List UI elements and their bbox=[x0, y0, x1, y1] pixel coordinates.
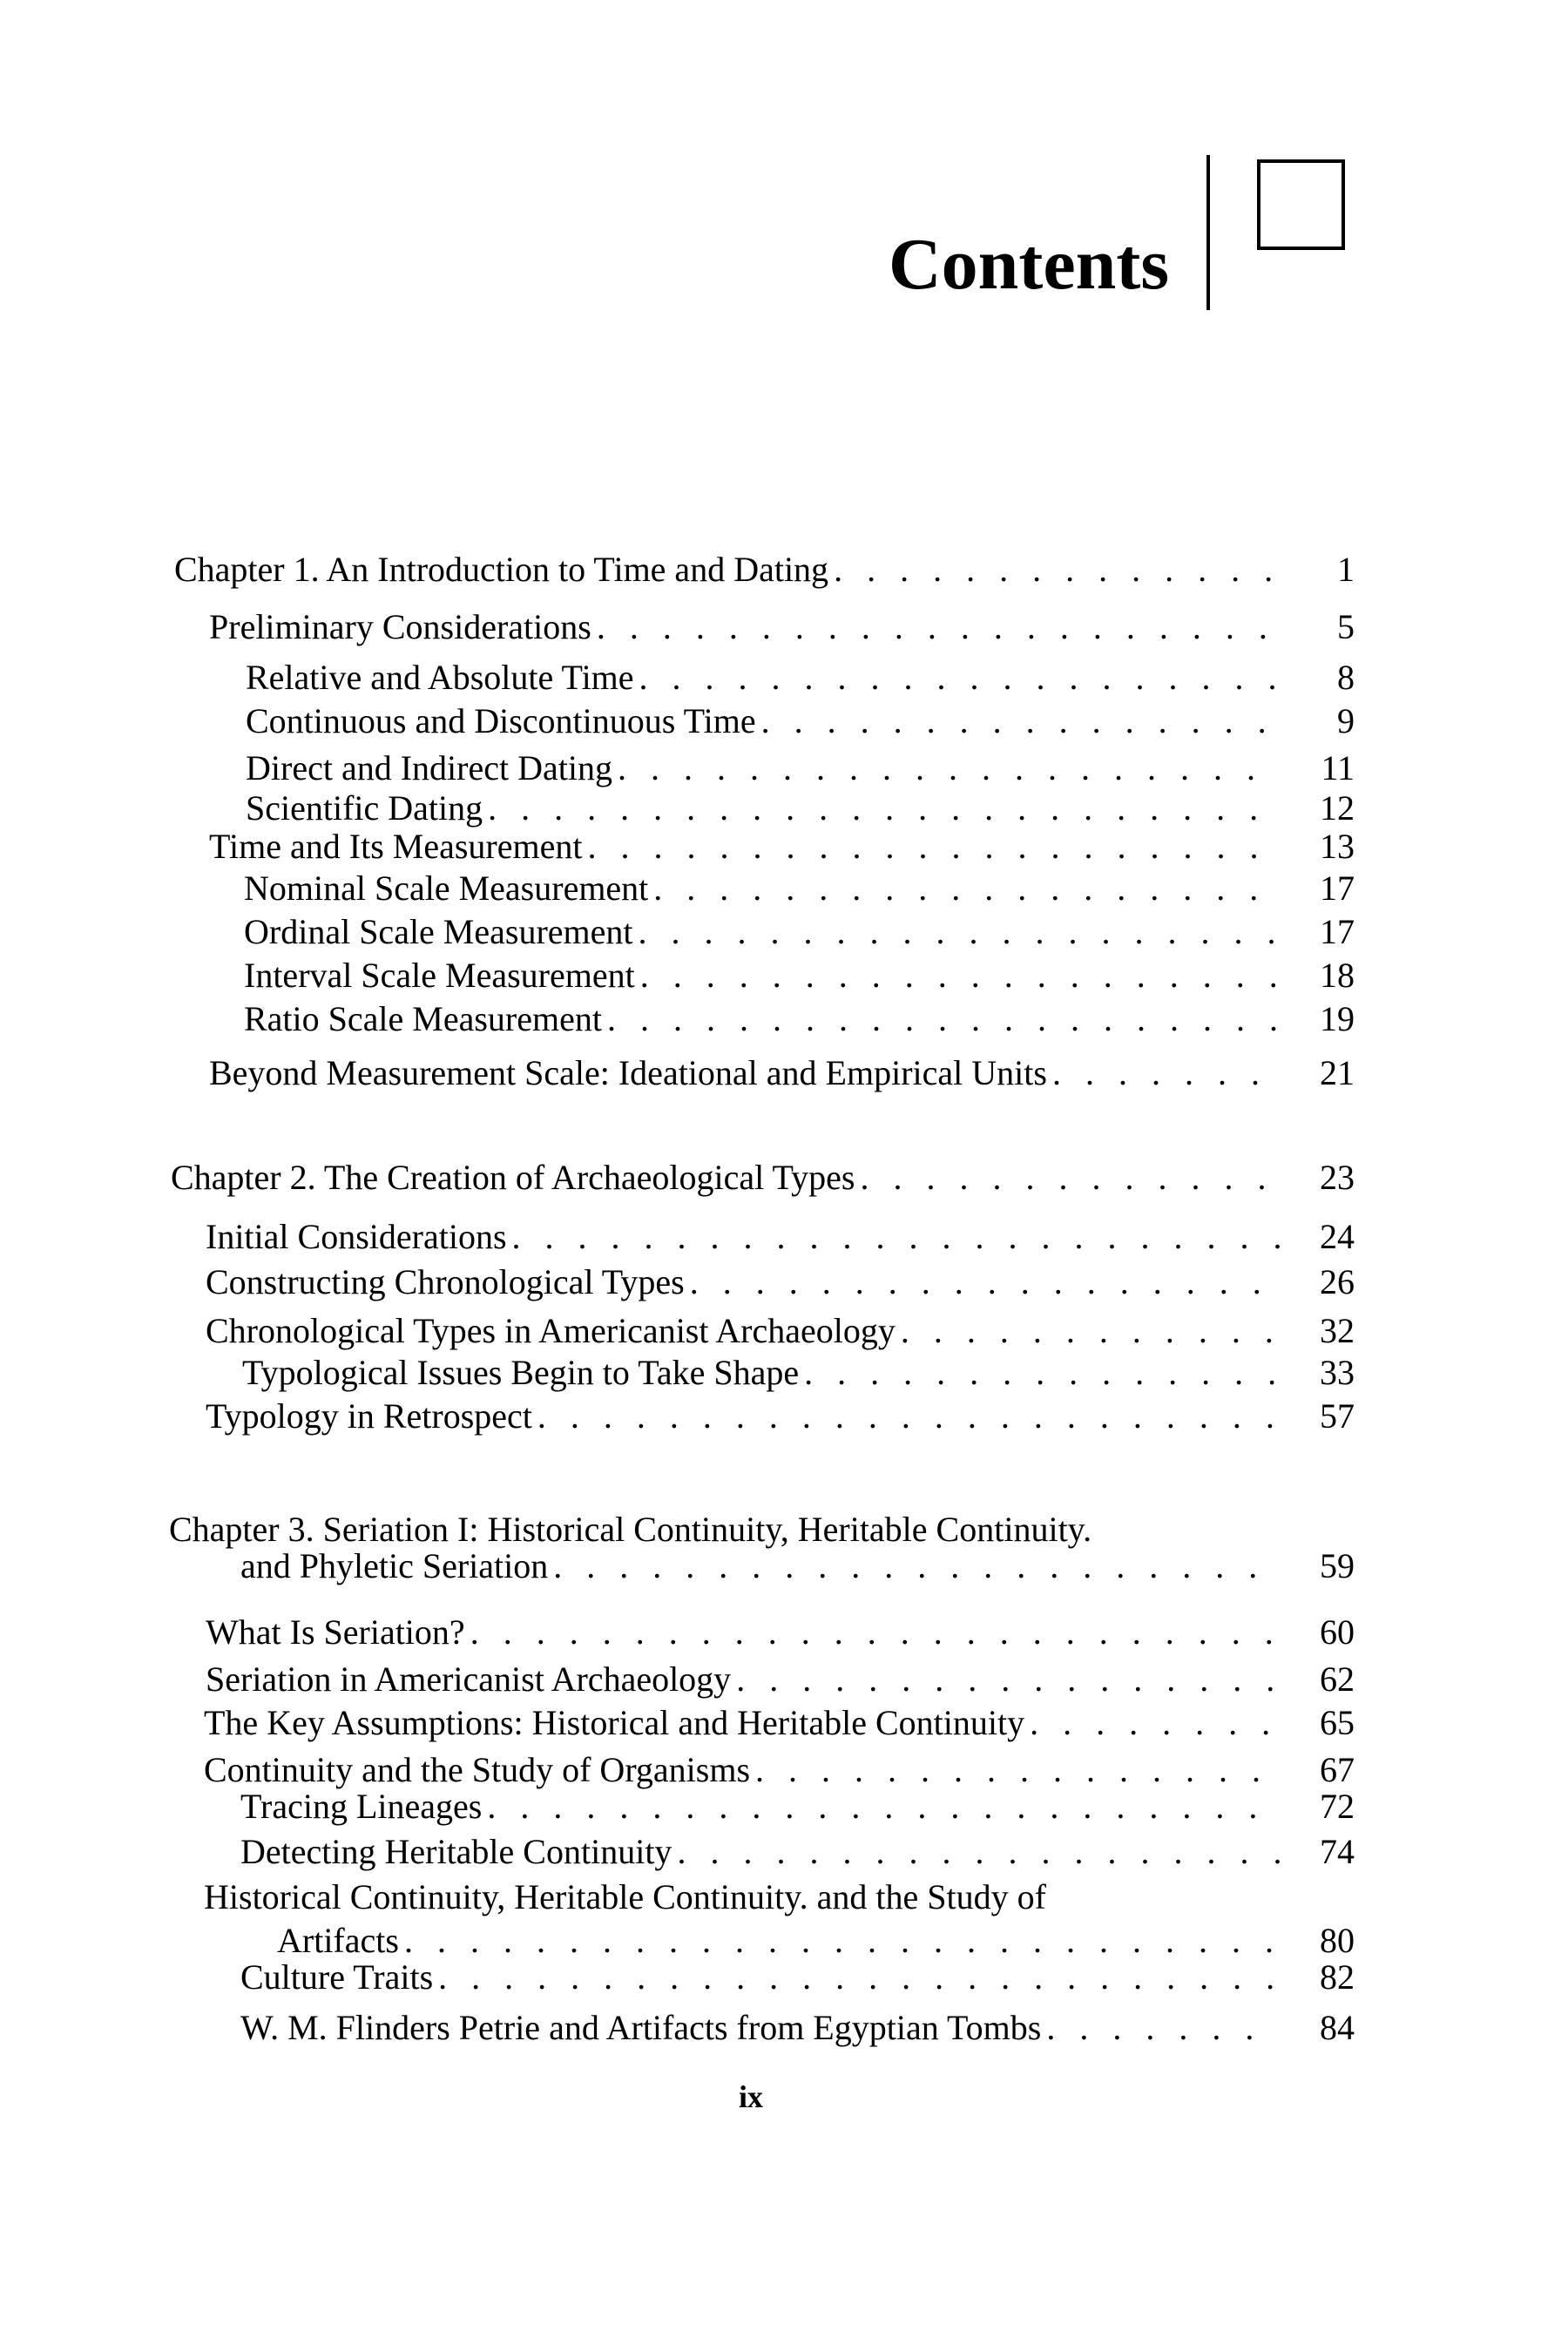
dot-leader bbox=[438, 1958, 1280, 1997]
toc-entry-label: and Phyletic Seriation bbox=[240, 1546, 549, 1585]
dot-leader bbox=[587, 828, 1280, 866]
toc-page-number: 17 bbox=[1320, 868, 1355, 908]
toc-entry-label: Typology in Retrospect bbox=[206, 1396, 532, 1436]
toc-entry bbox=[206, 1263, 1355, 1301]
toc-entry-label: Preliminary Considerations bbox=[209, 607, 591, 646]
toc-page-number: 5 bbox=[1337, 607, 1355, 646]
toc-entry bbox=[204, 1751, 1355, 1789]
dot-leader bbox=[487, 1788, 1280, 1826]
toc-chapter-3-heading-continued bbox=[240, 1547, 1355, 1585]
dot-leader bbox=[901, 1312, 1280, 1350]
toc-page-number: 12 bbox=[1320, 788, 1355, 828]
toc-entry-continued bbox=[277, 1922, 1355, 1960]
page-title: Contents bbox=[889, 224, 1170, 305]
toc-page-number: 9 bbox=[1337, 701, 1355, 740]
toc-entry-label: Chapter 2. The Creation of Archaeological Types bbox=[171, 1158, 855, 1197]
toc-page-number: 67 bbox=[1320, 1750, 1355, 1789]
toc-entry-label: Relative and Absolute Time bbox=[246, 658, 634, 697]
dot-leader bbox=[834, 551, 1280, 589]
toc-entry-label: Constructing Chronological Types bbox=[206, 1262, 685, 1301]
toc-entry-label: Artifacts bbox=[277, 1921, 399, 1960]
toc-page-number: 60 bbox=[1320, 1612, 1355, 1652]
toc-entry-label: Interval Scale Measurement bbox=[244, 956, 635, 995]
toc-page-number: 11 bbox=[1321, 748, 1355, 787]
dot-leader bbox=[690, 1263, 1280, 1301]
toc-entry-label: Continuity and the Study of Organisms bbox=[204, 1750, 751, 1789]
toc-entry-label: Scientific Dating bbox=[246, 788, 483, 828]
toc-page-number: 19 bbox=[1320, 999, 1355, 1038]
toc-entry-label: Detecting Heritable Continuity bbox=[240, 1832, 672, 1871]
toc-entry bbox=[206, 1218, 1355, 1256]
toc-entry-label: Time and Its Measurement bbox=[209, 827, 583, 866]
toc-page-number: 21 bbox=[1320, 1053, 1355, 1092]
toc-chapter-3-heading: Chapter 3. Seriation I: Historical Continuity, Heritable Continuity. bbox=[169, 1510, 1092, 1549]
toc-entry bbox=[240, 1958, 1355, 1997]
toc-entry-label: Seriation in Americanist Archaeology bbox=[206, 1659, 732, 1699]
toc-page-number: 84 bbox=[1320, 2008, 1355, 2047]
toc-entry bbox=[209, 1054, 1355, 1092]
toc-page-number: 8 bbox=[1337, 658, 1355, 697]
dot-leader bbox=[1030, 1704, 1280, 1742]
dot-leader bbox=[761, 702, 1280, 740]
toc-page-number: 17 bbox=[1320, 912, 1355, 951]
toc-entry-label: The Key Assumptions: Historical and Heritable Continuity bbox=[204, 1703, 1025, 1742]
toc-entry bbox=[204, 1704, 1355, 1742]
dot-leader bbox=[607, 1000, 1280, 1038]
dot-leader bbox=[653, 869, 1280, 908]
dot-leader bbox=[597, 608, 1280, 646]
toc-entry-label: Chapter 1. An Introduction to Time and Dating bbox=[174, 550, 829, 589]
toc-entry-label: Direct and Indirect Dating bbox=[246, 748, 612, 787]
toc-page-number: 59 bbox=[1320, 1546, 1355, 1585]
toc-entry bbox=[206, 1613, 1355, 1652]
toc-page-number: 82 bbox=[1320, 1957, 1355, 1997]
toc-entry bbox=[240, 2009, 1355, 2047]
dot-leader bbox=[861, 1159, 1281, 1197]
toc-page-number: 33 bbox=[1320, 1353, 1355, 1392]
dot-leader bbox=[640, 956, 1280, 995]
toc-page-number: 24 bbox=[1320, 1217, 1355, 1256]
toc-entry-label: Continuous and Discontinuous Time bbox=[246, 701, 756, 740]
toc-entry-label: Nominal Scale Measurement bbox=[244, 868, 649, 908]
dot-leader bbox=[553, 1547, 1280, 1585]
toc-entry-label: Initial Considerations bbox=[206, 1217, 507, 1256]
toc-page-number: 1 bbox=[1337, 550, 1355, 589]
toc-entry-label: Culture Traits bbox=[240, 1957, 434, 1997]
dot-leader bbox=[470, 1613, 1280, 1652]
toc-page-number: 57 bbox=[1320, 1396, 1355, 1436]
toc-entry bbox=[206, 1312, 1355, 1350]
toc-entry-label: Chronological Types in Americanist Archaeology bbox=[206, 1311, 896, 1350]
toc-entry bbox=[246, 789, 1355, 828]
toc-page-number: 72 bbox=[1320, 1787, 1355, 1826]
toc-page-number: 23 bbox=[1320, 1158, 1355, 1197]
toc-entry bbox=[242, 1354, 1355, 1392]
dot-leader bbox=[512, 1218, 1280, 1256]
toc-entry bbox=[206, 1660, 1355, 1699]
toc-entry-label: Ratio Scale Measurement bbox=[244, 999, 602, 1038]
dot-leader bbox=[639, 659, 1280, 697]
toc-page-number: 80 bbox=[1320, 1921, 1355, 1960]
toc-page-number: 13 bbox=[1320, 827, 1355, 866]
page-folio: ix bbox=[739, 2079, 764, 2114]
toc-page-number: 65 bbox=[1320, 1703, 1355, 1742]
toc-entry bbox=[244, 913, 1355, 951]
dot-leader bbox=[1052, 1054, 1280, 1092]
toc-page-number: 74 bbox=[1320, 1832, 1355, 1871]
dot-leader bbox=[404, 1922, 1280, 1960]
toc-page-number: 62 bbox=[1320, 1659, 1355, 1699]
dot-leader bbox=[736, 1660, 1280, 1699]
toc-entry bbox=[246, 702, 1355, 740]
toc-entry bbox=[209, 828, 1355, 866]
toc-entry-label: W. M. Flinders Petrie and Artifacts from Egyptian Tombs bbox=[240, 2008, 1042, 2047]
toc-entry: Historical Continuity, Heritable Continuity. and the Study of bbox=[204, 1877, 1046, 1916]
toc-entry bbox=[240, 1788, 1355, 1826]
toc-entry bbox=[246, 659, 1355, 697]
dot-leader bbox=[755, 1751, 1280, 1789]
dot-leader bbox=[1046, 2009, 1280, 2047]
toc-entry-label: Ordinal Scale Measurement bbox=[244, 912, 633, 951]
toc-entry bbox=[206, 1397, 1355, 1436]
toc-page-number: 26 bbox=[1320, 1262, 1355, 1301]
toc-chapter-2-heading bbox=[171, 1159, 1355, 1197]
toc-chapter-1-heading bbox=[174, 551, 1355, 589]
toc-entry bbox=[209, 608, 1355, 646]
toc-page-number: 18 bbox=[1320, 956, 1355, 995]
toc-entry-label: What Is Seriation? bbox=[206, 1612, 465, 1652]
toc-page-number: 32 bbox=[1320, 1311, 1355, 1350]
dot-leader bbox=[804, 1354, 1280, 1392]
dot-leader bbox=[639, 913, 1280, 951]
toc-entry bbox=[244, 1000, 1355, 1038]
toc-entry bbox=[244, 869, 1355, 908]
dot-leader bbox=[488, 789, 1280, 828]
toc-entry bbox=[244, 956, 1355, 995]
dot-leader bbox=[618, 749, 1280, 787]
toc-entry-label: Typological Issues Begin to Take Shape bbox=[242, 1353, 800, 1392]
toc-entry-label: Beyond Measurement Scale: Ideational and Empirical Units bbox=[209, 1053, 1047, 1092]
toc-entry bbox=[240, 1833, 1355, 1871]
toc-entry-label: Tracing Lineages bbox=[240, 1787, 483, 1826]
toc-entry bbox=[246, 749, 1355, 787]
dot-leader bbox=[677, 1833, 1280, 1871]
dot-leader bbox=[537, 1397, 1280, 1436]
